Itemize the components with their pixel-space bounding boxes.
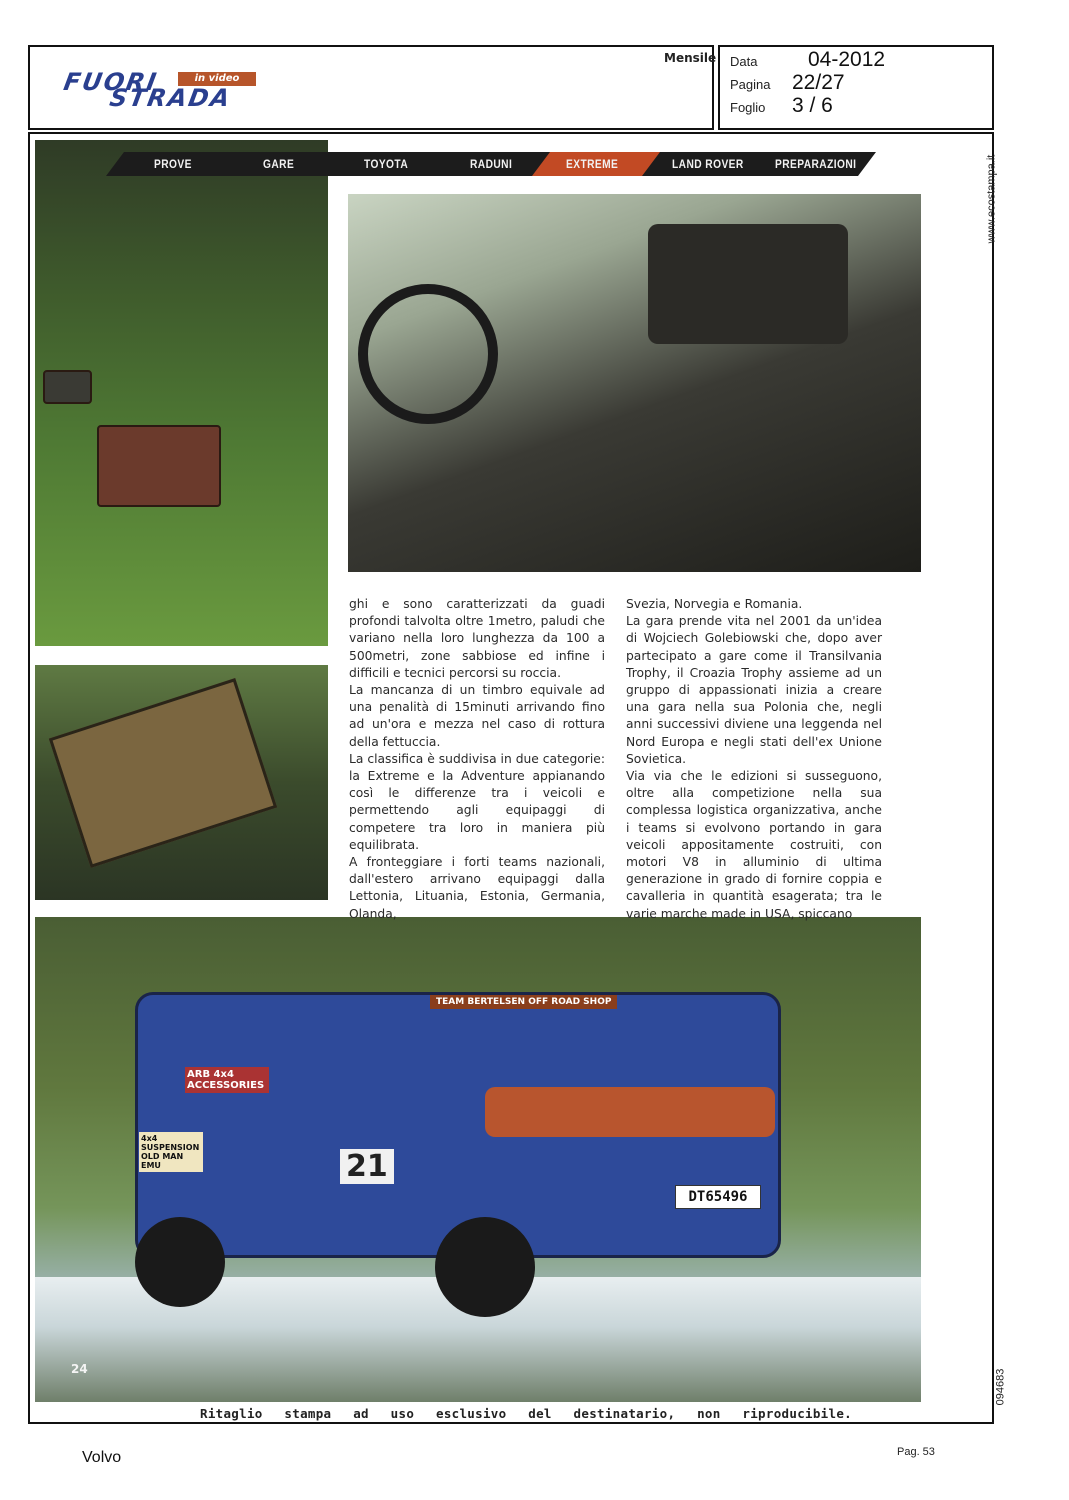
nav-item-preparazioni[interactable]: PREPARAZIONI	[775, 157, 857, 171]
jimny-plate: DT65496	[675, 1185, 761, 1209]
nav-item-raduni[interactable]: RADUNI	[470, 157, 513, 171]
article-column-2	[626, 596, 882, 923]
jimny-hood	[485, 1087, 775, 1137]
article-paragraph: Svezia, Norvegia e Romania.	[626, 597, 803, 611]
article-column-1	[349, 596, 605, 923]
data-value: 04-2012	[808, 48, 886, 71]
data-label: Data	[730, 54, 758, 69]
pagina-label: Pagina	[730, 77, 771, 92]
race-number: 21	[340, 1149, 394, 1184]
side-url-text: www.ecostampa.it	[985, 154, 998, 244]
nav-item-toyota[interactable]: TOYOTA	[364, 157, 409, 171]
photo-jimny-water	[35, 917, 921, 1402]
side-code	[992, 1365, 1012, 1410]
side-url	[985, 148, 1012, 258]
nav-item-prove[interactable]: PROVE	[154, 157, 192, 171]
team-banner: TEAM BERTELSEN OFF ROAD SHOP	[430, 995, 617, 1009]
nav-item-land-rover[interactable]: LAND ROVER	[672, 157, 744, 171]
rolled-truck	[49, 678, 277, 868]
arb-sticker: ARB 4x4 ACCESSORIES	[185, 1067, 269, 1093]
article-paragraph: ghi e sono caratterizzati da guadi profondi talvolta oltre 1metro, paludi che variano nella loro lunghezza da 100 a 500metri, zone sabbiose ed infine i difficili e tecnici percorsi su roccia.	[349, 597, 605, 680]
photo-rollover	[35, 665, 328, 900]
mud-block	[648, 224, 848, 344]
truck-shape	[97, 425, 221, 507]
reproduction-notice: Ritaglio stampa ad uso esclusivo del destinatario, non riproducibile.	[200, 1406, 852, 1421]
article-paragraph: La classifica è suddivisa in due categorie: la Extreme e la Adventure appianando così le differenze tra i veicoli e permettendo agli equipaggi di competere tra loro in maniera più equilibrata.	[349, 751, 605, 852]
foglio-value: 3 / 6	[792, 94, 833, 117]
periodicity: Mensile	[664, 51, 717, 65]
magazine-page-number: 24	[71, 1362, 88, 1376]
photo-cockpit	[348, 194, 921, 572]
article-paragraph: A fronteggiare i forti teams nazionali, dall'estero arrivano equipaggi dalla Lettonia, Lituania, Estonia, Germania, Olanda,	[349, 855, 605, 921]
article-paragraph: La mancanza di un timbro equivale ad una penalità di 15minuti arrivando fino ad un'ora e mezza nel caso di rottura della fettuccia.	[349, 683, 605, 749]
ome-sticker: 4x4 SUSPENSION OLD MAN EMU	[139, 1132, 203, 1172]
page-label: Pag. 53	[897, 1446, 935, 1458]
brand-label: Volvo	[82, 1449, 122, 1466]
wheel-left	[135, 1217, 225, 1307]
article-paragraph: Via via che le edizioni si susseguono, oltre alla competizione nella sua complessa logistica organizzativa, anche i teams si evolvono portando in gara veicoli appositamente costruiti, con motori V8 in alluminio di ultima generazione in grado di fornire coppia e cavalleria in quantità esagerata; tra le varie marche made in USA, spiccano	[626, 769, 882, 921]
article-paragraph: La gara prende vita nel 2001 da un'idea di Wojciech Golebiowski che, dopo aver partecipato a gare come il Transilvania Trophy, il Croazia Trophy assieme ad un gruppo di appassionati inizia a creare una gara nella sua Polonia che, negli anni successivi diviene una leggenda nel Nord Europa e negli stati dell'ex Unione Sovietica.	[626, 614, 882, 766]
logo-fuori: FUORI	[61, 68, 161, 96]
photo-forest-truck	[35, 140, 328, 646]
logo-tag: in video	[178, 72, 256, 86]
truck-shape-distant	[43, 370, 92, 404]
side-code-text: 094683	[994, 1368, 1007, 1406]
pagina-value: 22/27	[792, 71, 845, 94]
steering-wheel	[358, 284, 498, 424]
nav-item-extreme[interactable]: EXTREME	[566, 157, 619, 171]
foglio-label: Foglio	[730, 100, 766, 115]
nav-item-gare[interactable]: GARE	[263, 157, 295, 171]
logo-strada: STRADA	[107, 84, 234, 112]
wheel-right	[435, 1217, 535, 1317]
